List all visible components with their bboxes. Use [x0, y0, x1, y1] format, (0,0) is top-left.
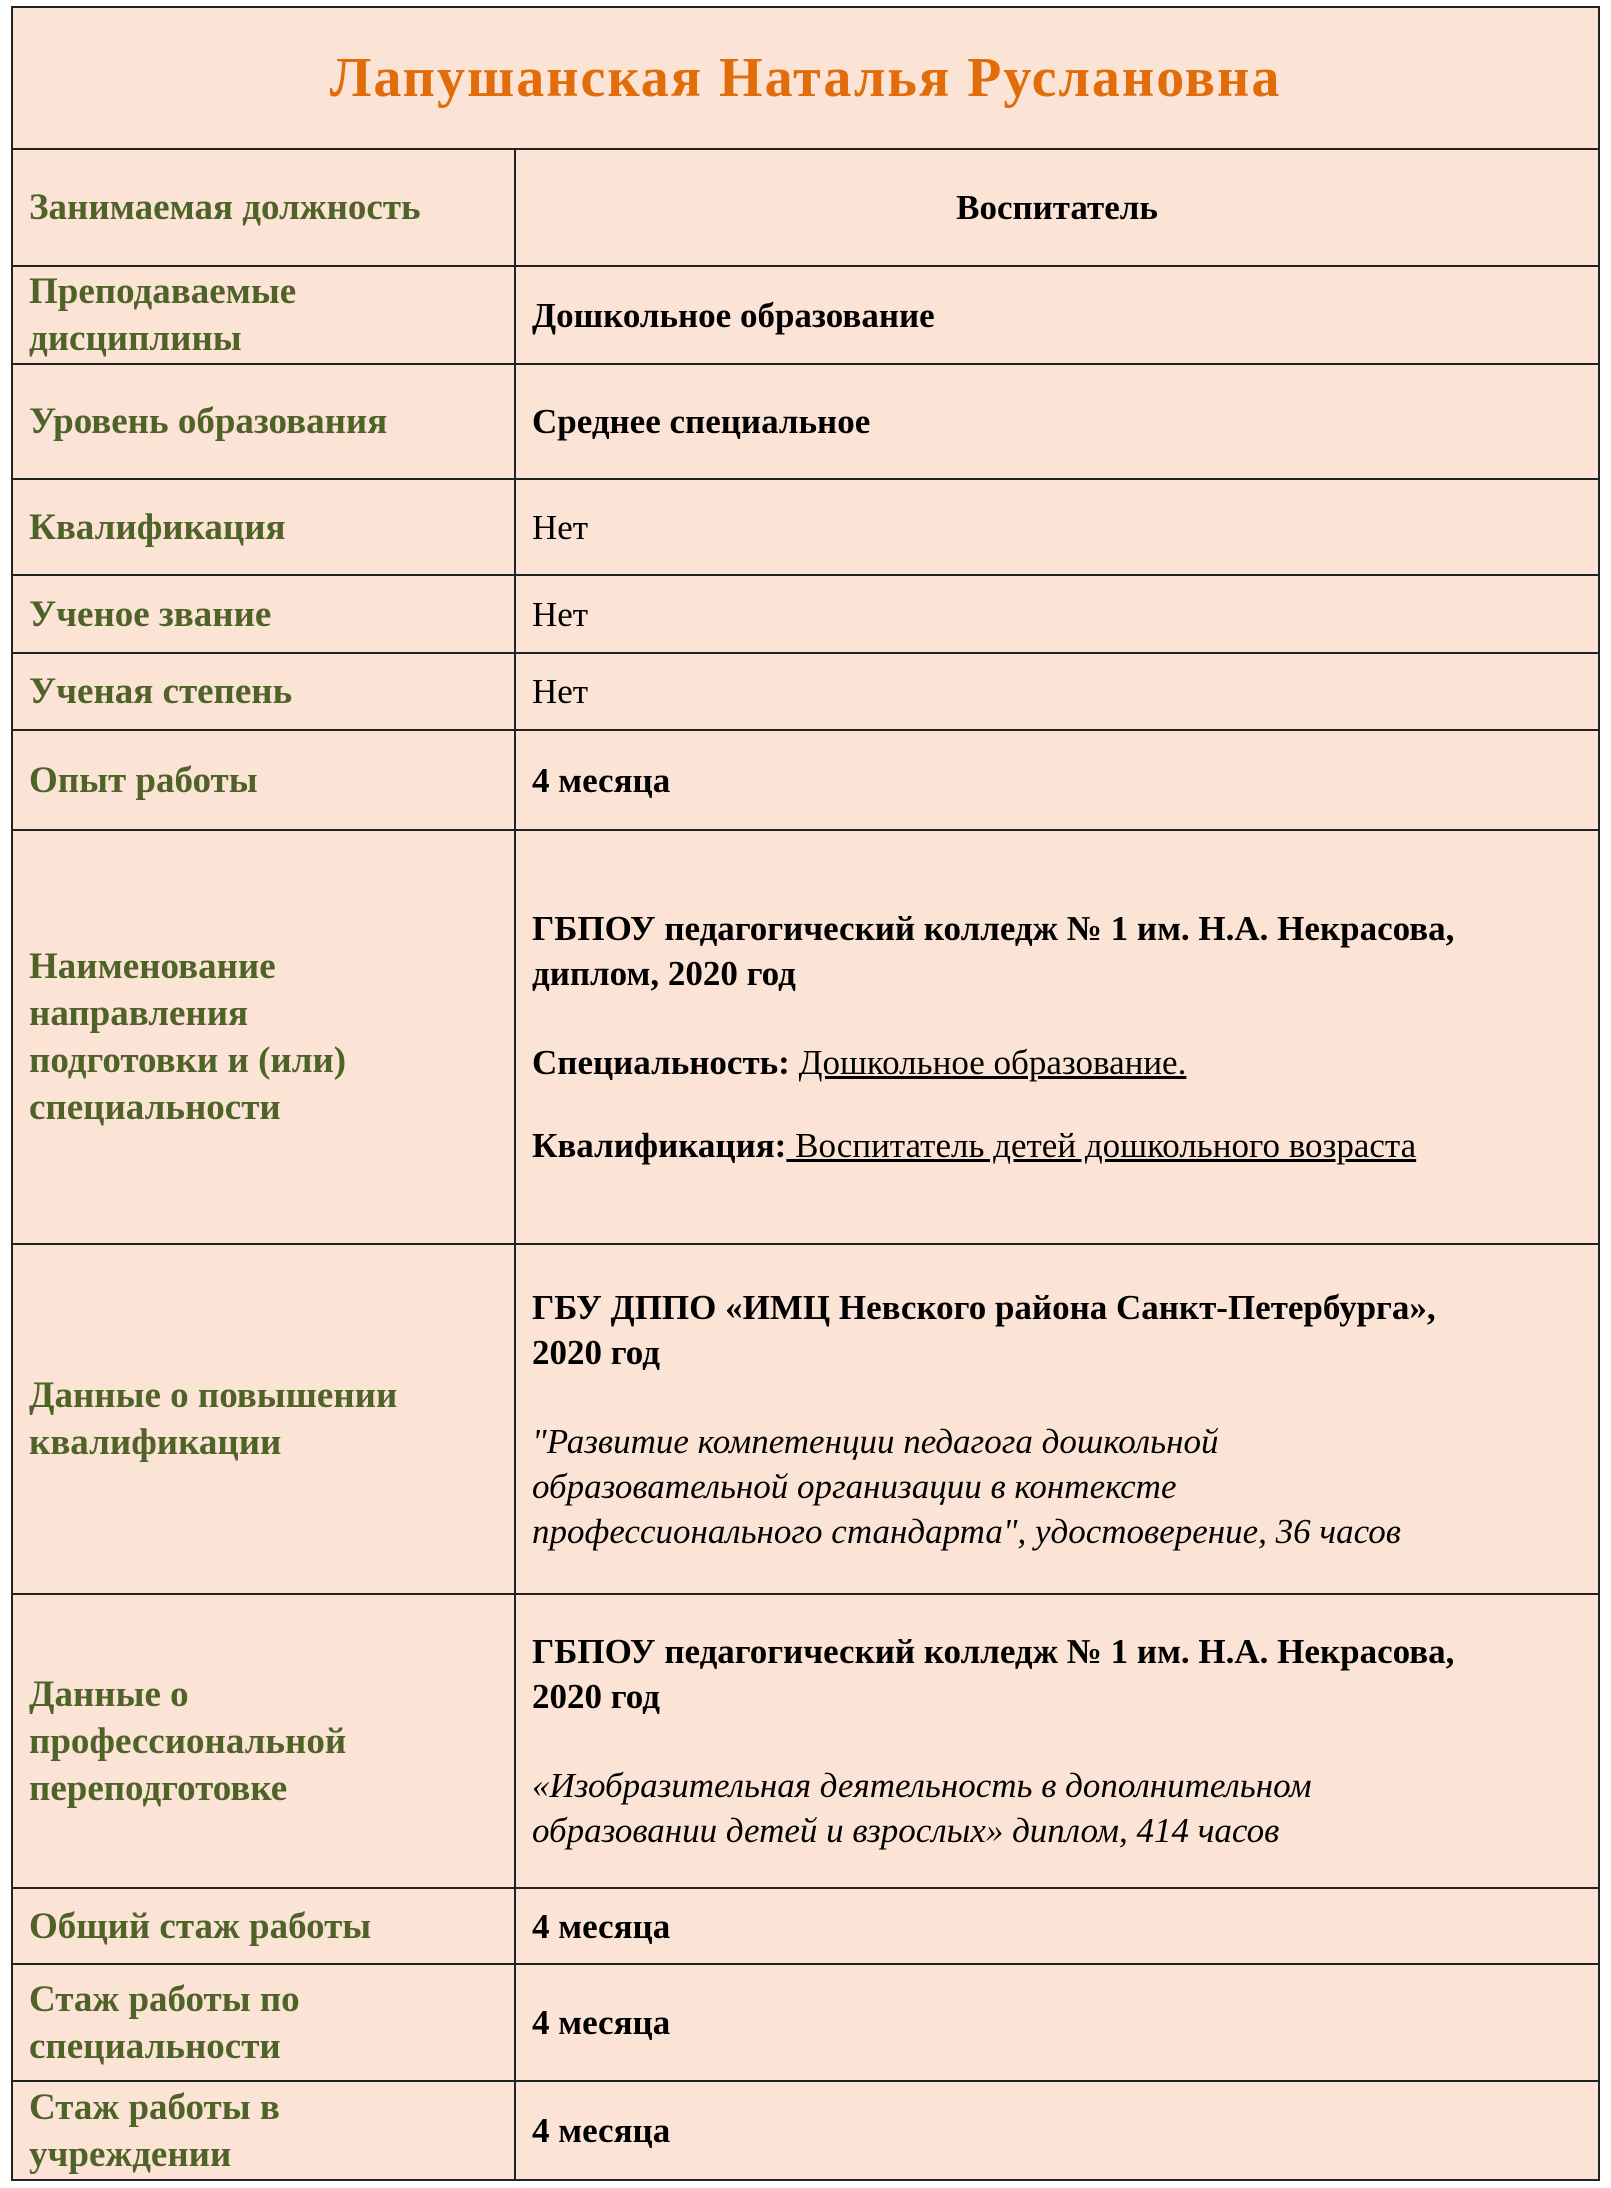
- table-row-academic-title: [13, 575, 1598, 653]
- table-row-specialty-training: [13, 830, 1598, 1244]
- label-line: профессиональной: [29, 1720, 347, 1762]
- label-qualification: Квалификация: [13, 479, 515, 575]
- institution-line: 2020 год: [532, 1332, 660, 1372]
- specialty-label: Специальность:: [532, 1043, 790, 1082]
- value-education-level: Среднее специальное: [515, 364, 1598, 479]
- label-education-level: Уровень образования: [13, 364, 515, 479]
- label-line: направления: [29, 993, 249, 1034]
- label-line: Стаж работы по: [29, 1978, 300, 2020]
- label-line: переподготовке: [29, 1767, 288, 1809]
- label-line: Стаж работы в: [29, 2086, 280, 2128]
- value-institution-experience: 4 месяца: [515, 2081, 1598, 2179]
- label-line: Данные о: [29, 1673, 189, 1715]
- course-line: образовательной организации в контексте: [532, 1466, 1177, 1506]
- label-line: специальности: [29, 2025, 281, 2067]
- label-institution-experience: [13, 2081, 515, 2179]
- institution-line: ГБУ ДППО «ИМЦ Невского района Санкт-Петербурга»,: [532, 1287, 1436, 1327]
- employee-card: [11, 6, 1600, 2181]
- value-position: Воспитатель: [956, 188, 1158, 227]
- course-line: профессионального стандарта", удостоверение, 36 часов: [532, 1511, 1401, 1551]
- label-specialty-experience: [13, 1964, 515, 2081]
- value-specialty-experience: 4 месяца: [515, 1964, 1598, 2081]
- value-disciplines: Дошкольное образование: [515, 266, 1598, 364]
- label-advanced-training: [13, 1244, 515, 1594]
- label-academic-degree: Ученая степень: [13, 653, 515, 730]
- label-specialty-training: [13, 830, 515, 1244]
- institution-line: диплом, 2020 год: [532, 954, 796, 993]
- value-qualification: Нет: [515, 479, 1598, 575]
- table-row-advanced-training: [13, 1244, 1598, 1594]
- qualification-label: Квалификация:: [532, 1126, 787, 1165]
- qualification-line: [532, 1123, 1582, 1168]
- table-row-retraining: [13, 1594, 1598, 1888]
- value-academic-degree: Нет: [515, 653, 1598, 730]
- value-experience: 4 месяца: [515, 730, 1598, 830]
- institution-line: ГБПОУ педагогический колледж № 1 им. Н.А. Некрасова,: [532, 1632, 1455, 1671]
- label-line: дисциплины: [29, 318, 242, 359]
- label-line: Данные о повышении: [29, 1375, 398, 1416]
- course-line: образовании детей и взрослых» диплом, 414 часов: [532, 1811, 1280, 1850]
- value-specialty-training: [515, 830, 1598, 1244]
- table-row-position: [13, 150, 1598, 266]
- table-row-qualification: [13, 479, 1598, 575]
- label-line: специальности: [29, 1087, 281, 1128]
- table-row-education-level: [13, 364, 1598, 479]
- table-row-institution-experience: [13, 2081, 1598, 2179]
- course-line: «Изобразительная деятельность в дополнительном: [532, 1766, 1312, 1805]
- qualification-value: Воспитатель детей дошкольного возраста: [786, 1126, 1417, 1165]
- label-line: Преподаваемые: [29, 271, 297, 312]
- institution-line: 2020 год: [532, 1677, 660, 1716]
- label-line: учреждении: [29, 2133, 232, 2175]
- institution-line: ГБПОУ педагогический колледж № 1 им. Н.А. Некрасова,: [532, 909, 1455, 948]
- course-line: "Развитие компетенции педагога дошкольной: [532, 1421, 1219, 1461]
- label-experience: Опыт работы: [13, 730, 515, 830]
- label-disciplines: [13, 266, 515, 364]
- table-row-academic-degree: [13, 653, 1598, 730]
- label-academic-title: Ученое звание: [13, 575, 515, 653]
- value-academic-title: Нет: [515, 575, 1598, 653]
- table-row-disciplines: [13, 266, 1598, 364]
- label-line: квалификации: [29, 1422, 282, 1463]
- label-line: подготовки и (или): [29, 1040, 347, 1081]
- value-total-experience: 4 месяца: [515, 1888, 1598, 1964]
- value-advanced-training: [515, 1244, 1598, 1594]
- specialty-value: Дошкольное образование.: [798, 1043, 1187, 1082]
- specialty-line: [532, 1040, 1582, 1085]
- info-table: [13, 150, 1598, 2179]
- employee-name: Лапушанская Наталья Руслановна: [13, 8, 1598, 150]
- table-row-experience: [13, 730, 1598, 830]
- label-position: Занимаемая должность: [13, 150, 515, 266]
- table-row-specialty-experience: [13, 1964, 1598, 2081]
- label-total-experience: Общий стаж работы: [13, 1888, 515, 1964]
- label-retraining: [13, 1594, 515, 1888]
- label-line: Наименование: [29, 946, 276, 987]
- value-retraining: [515, 1594, 1598, 1888]
- table-row-total-experience: [13, 1888, 1598, 1964]
